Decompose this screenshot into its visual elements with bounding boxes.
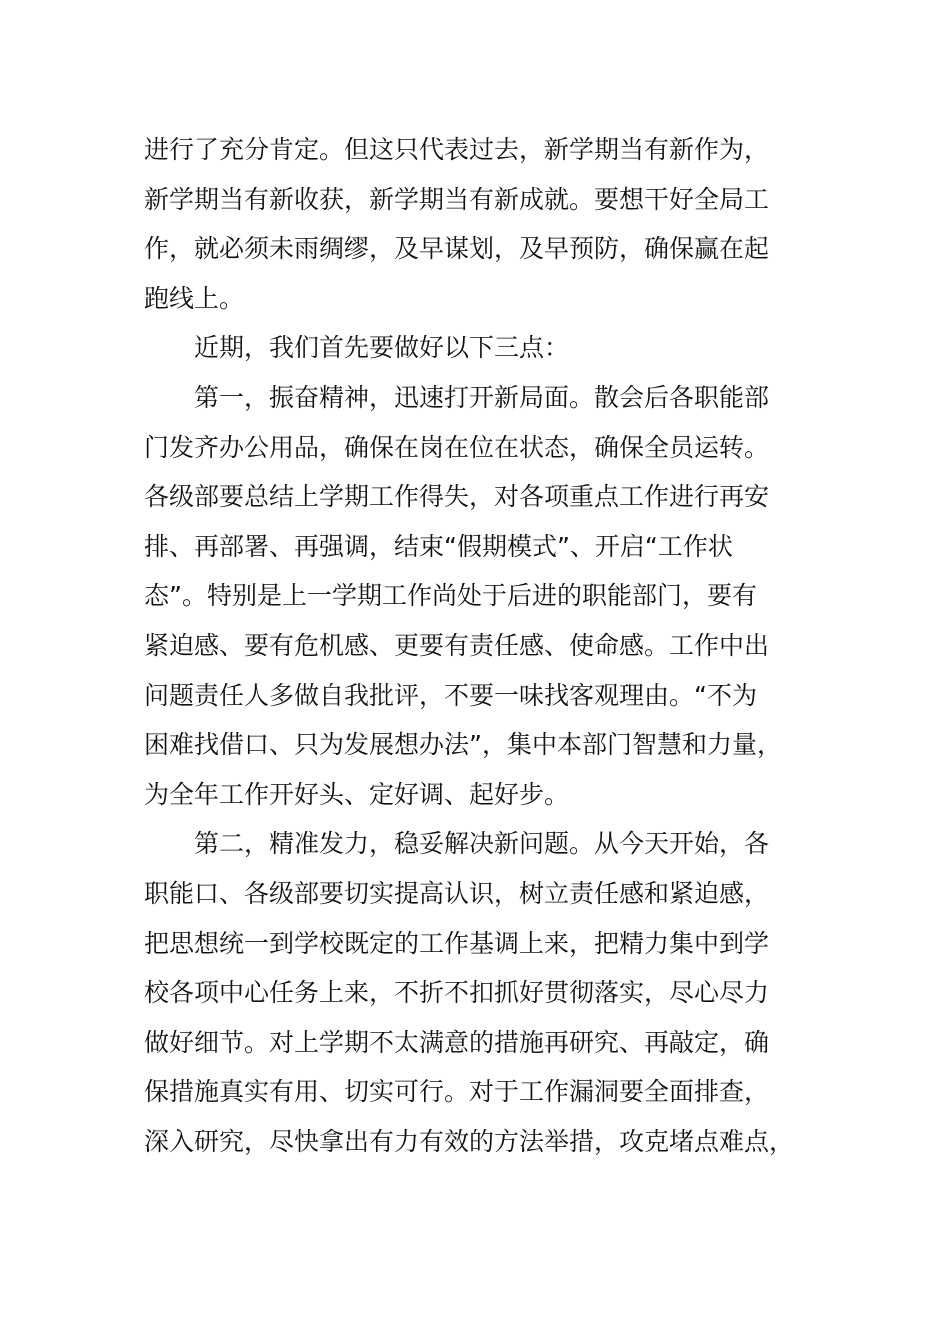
text-line: 新学期当有新收获，新学期当有新成就。要想干好全局工 xyxy=(144,184,770,214)
text-line: 第二，精准发力，稳妥解决新问题。从今天开始，各 xyxy=(194,829,770,859)
text-line: 把思想统一到学校既定的工作基调上来，把精力集中到学 xyxy=(144,928,770,958)
text-line: 态”。特别是上一学期工作尚处于后进的职能部门，要有 xyxy=(144,581,757,611)
text-line: 作，就必须未雨绸缪，及早谋划，及早预防，确保赢在起 xyxy=(144,234,770,264)
text-line: 深入研究，尽快拿出有力有效的方法举措，攻克堵点难点， xyxy=(144,1126,795,1156)
text-line: 排、再部署、再强调，结束“假期模式”、开启“工作状 xyxy=(144,531,733,561)
text-line: 紧迫感、要有危机感、更要有责任感、使命感。工作中出 xyxy=(144,630,770,660)
text-line: 做好细节。对上学期不太满意的措施再研究、再敲定，确 xyxy=(144,1027,770,1057)
text-line: 困难找借口、只为发展想办法”，集中本部门智慧和力量， xyxy=(144,730,782,760)
text-line: 近期，我们首先要做好以下三点： xyxy=(194,333,570,363)
text-line: 问题责任人多做自我批评，不要一味找客观理由。“不为 xyxy=(144,680,757,710)
text-line: 进行了充分肯定。但这只代表过去，新学期当有新作为， xyxy=(144,135,770,164)
text-line: 校各项中心任务上来，不折不扣抓好贯彻落实，尽心尽力 xyxy=(144,978,770,1008)
text-line: 保措施真实有用、切实可行。对于工作漏洞要全面排查， xyxy=(144,1077,770,1107)
body-text xyxy=(144,125,814,1166)
text-line: 职能口、各级部要切实提高认识，树立责任感和紧迫感， xyxy=(144,878,770,908)
text-line: 门发齐办公用品，确保在岗在位在状态，确保全员运转。 xyxy=(144,432,770,462)
text-line: 为全年工作开好头、定好调、起好步。 xyxy=(144,779,570,809)
text-line: 跑线上。 xyxy=(144,283,245,313)
text-line: 第一，振奋精神，迅速打开新局面。散会后各职能部 xyxy=(194,382,770,412)
text-line: 各级部要总结上学期工作得失，对各项重点工作进行再安 xyxy=(144,482,770,512)
